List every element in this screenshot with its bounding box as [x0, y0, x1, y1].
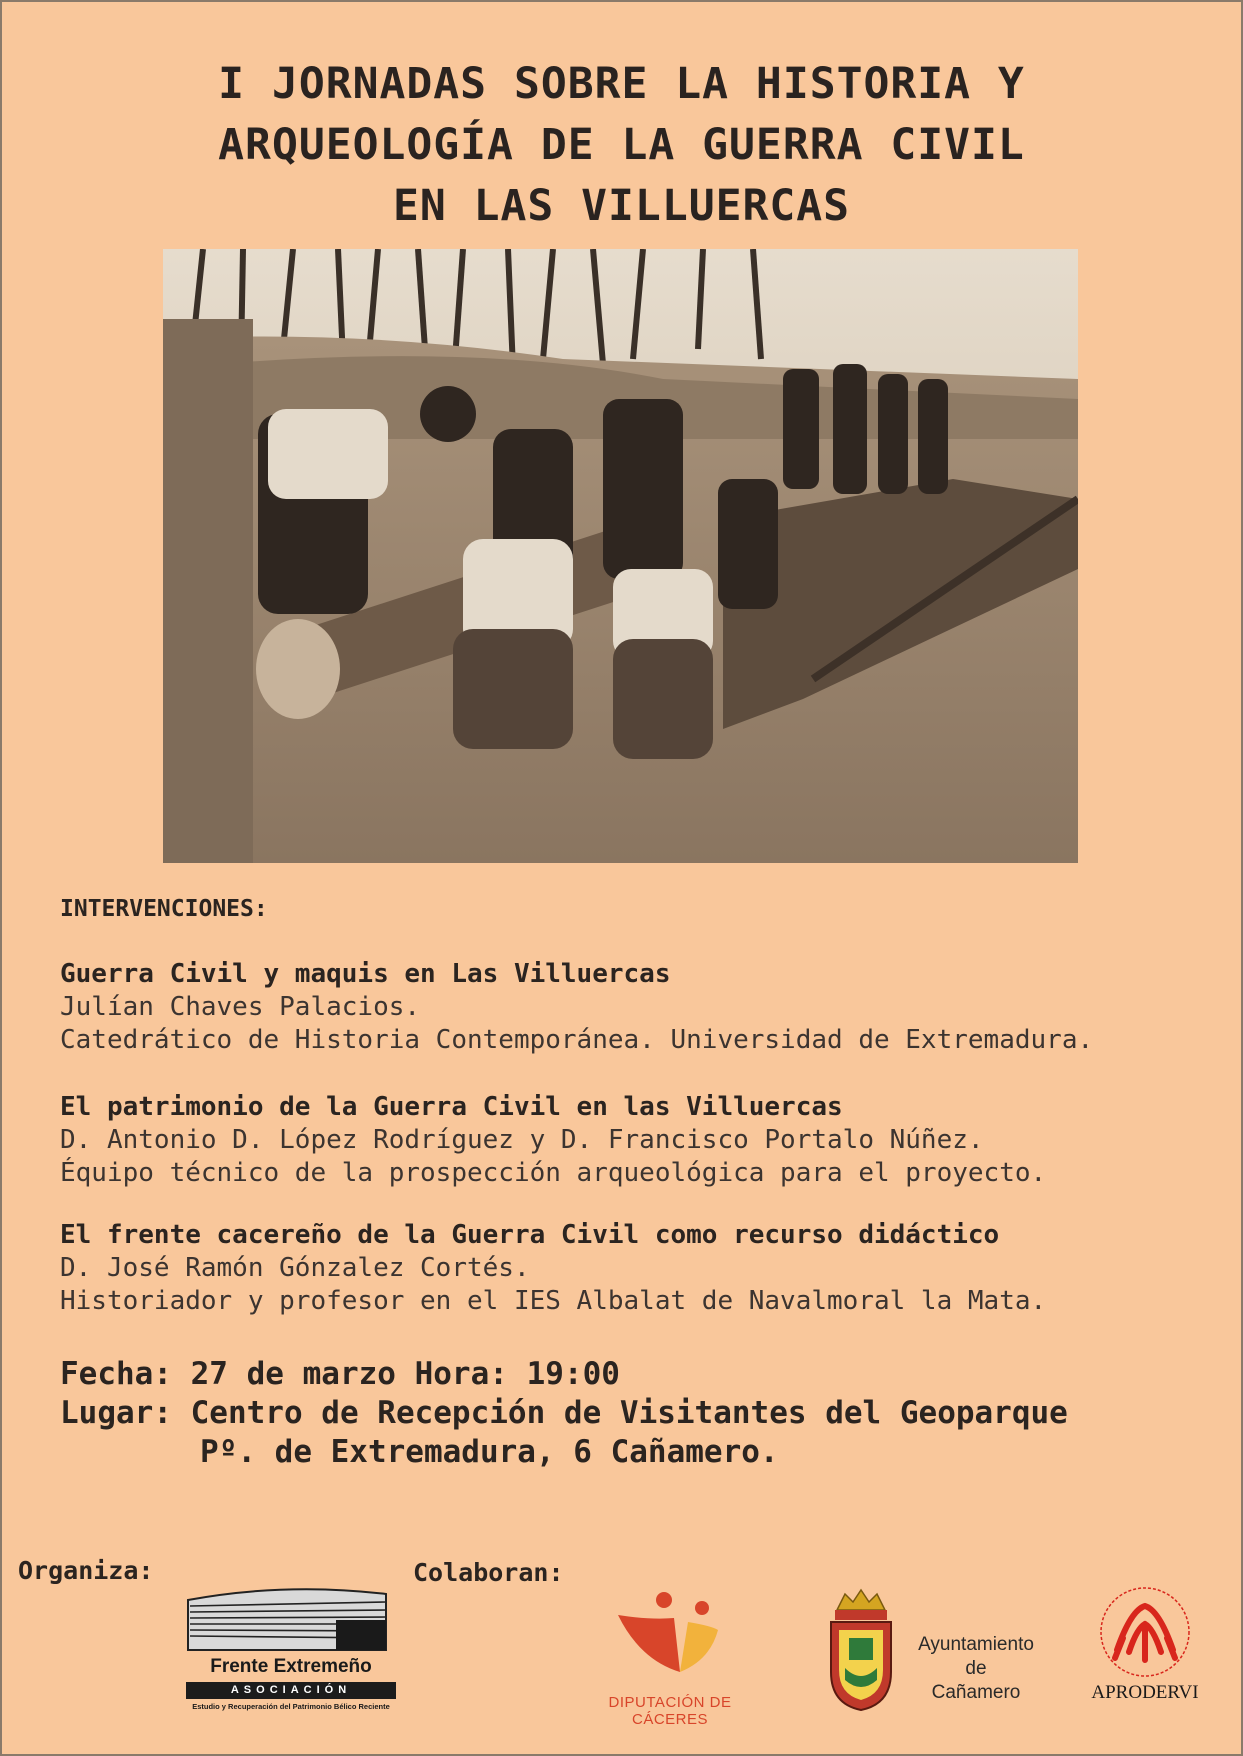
poster-title [0, 54, 1243, 237]
talk-title: El frente cacereño de la Guerra Civil como recurso didáctico [60, 1220, 1000, 1250]
talk-3 [60, 1219, 1046, 1318]
aprodervi-name: APRODERVI [1091, 1682, 1199, 1703]
talk-1 [60, 958, 1093, 1057]
building-icon [186, 1580, 396, 1656]
trench-workers-photo [163, 249, 1078, 863]
title-line-2: ARQUEOLOGÍA DE LA GUERRA CIVIL [218, 120, 1025, 170]
frente-name: Frente Extremeño [210, 1656, 372, 1677]
ayuntamiento-logo [825, 1588, 1045, 1718]
frente-band: ASOCIACIÓN [186, 1682, 396, 1699]
event-date: Fecha: 27 de marzo Hora: 19:00 [60, 1356, 620, 1392]
talk-role: Historiador y profesor en el IES Albalat de Navalmoral la Mata. [60, 1286, 1047, 1316]
interventions-heading: INTERVENCIONES: [60, 896, 268, 922]
ayuntamiento-line-2: de [965, 1658, 987, 1679]
frente-subtitle: Estudio y Recuperación del Patrimonio Bélico Reciente [192, 1702, 390, 1711]
historical-photo [163, 249, 1078, 863]
title-line-3: EN LAS VILLUERCAS [392, 181, 851, 231]
event-address: Pº. de Extremadura, 6 Cañamero. [200, 1434, 779, 1470]
diputacion-emblem-icon [570, 1590, 770, 1690]
diputacion-logo [570, 1590, 770, 1728]
diputacion-name: DIPUTACIÓN DE CÁCERES [608, 1694, 732, 1728]
event-place: Lugar: Centro de Recepción de Visitantes del Geoparque [60, 1395, 1068, 1431]
talk-title: El patrimonio de la Guerra Civil en las Villuercas [60, 1092, 843, 1122]
talk-speaker: D. Antonio D. López Rodríguez y D. Francisco Portalo Núñez. [60, 1125, 984, 1155]
coat-of-arms-icon [825, 1588, 897, 1712]
talk-speaker: Julían Chaves Palacios. [60, 992, 421, 1022]
event-info [60, 1355, 1068, 1472]
organiza-label: Organiza: [18, 1556, 154, 1585]
aprodervi-emblem-icon [1075, 1580, 1215, 1680]
title-line-1: I JORNADAS SOBRE LA HISTORIA Y [218, 59, 1025, 109]
talk-role: Équipo técnico de la prospección arqueológica para el proyecto. [60, 1158, 1047, 1188]
talk-title: Guerra Civil y maquis en Las Villuercas [60, 959, 671, 989]
talk-2 [60, 1091, 1046, 1190]
ayuntamiento-name [907, 1633, 1045, 1705]
talk-speaker: D. José Ramón Gónzalez Cortés. [60, 1253, 530, 1283]
colaboran-label: Colaboran: [413, 1558, 564, 1587]
aprodervi-logo [1075, 1580, 1215, 1720]
frente-extremeno-logo [186, 1580, 396, 1720]
ayuntamiento-line-1: Ayuntamiento [918, 1634, 1034, 1655]
talk-role: Catedrático de Historia Contemporánea. Universidad de Extremadura. [60, 1025, 1094, 1055]
ayuntamiento-line-3: Cañamero [931, 1682, 1021, 1703]
